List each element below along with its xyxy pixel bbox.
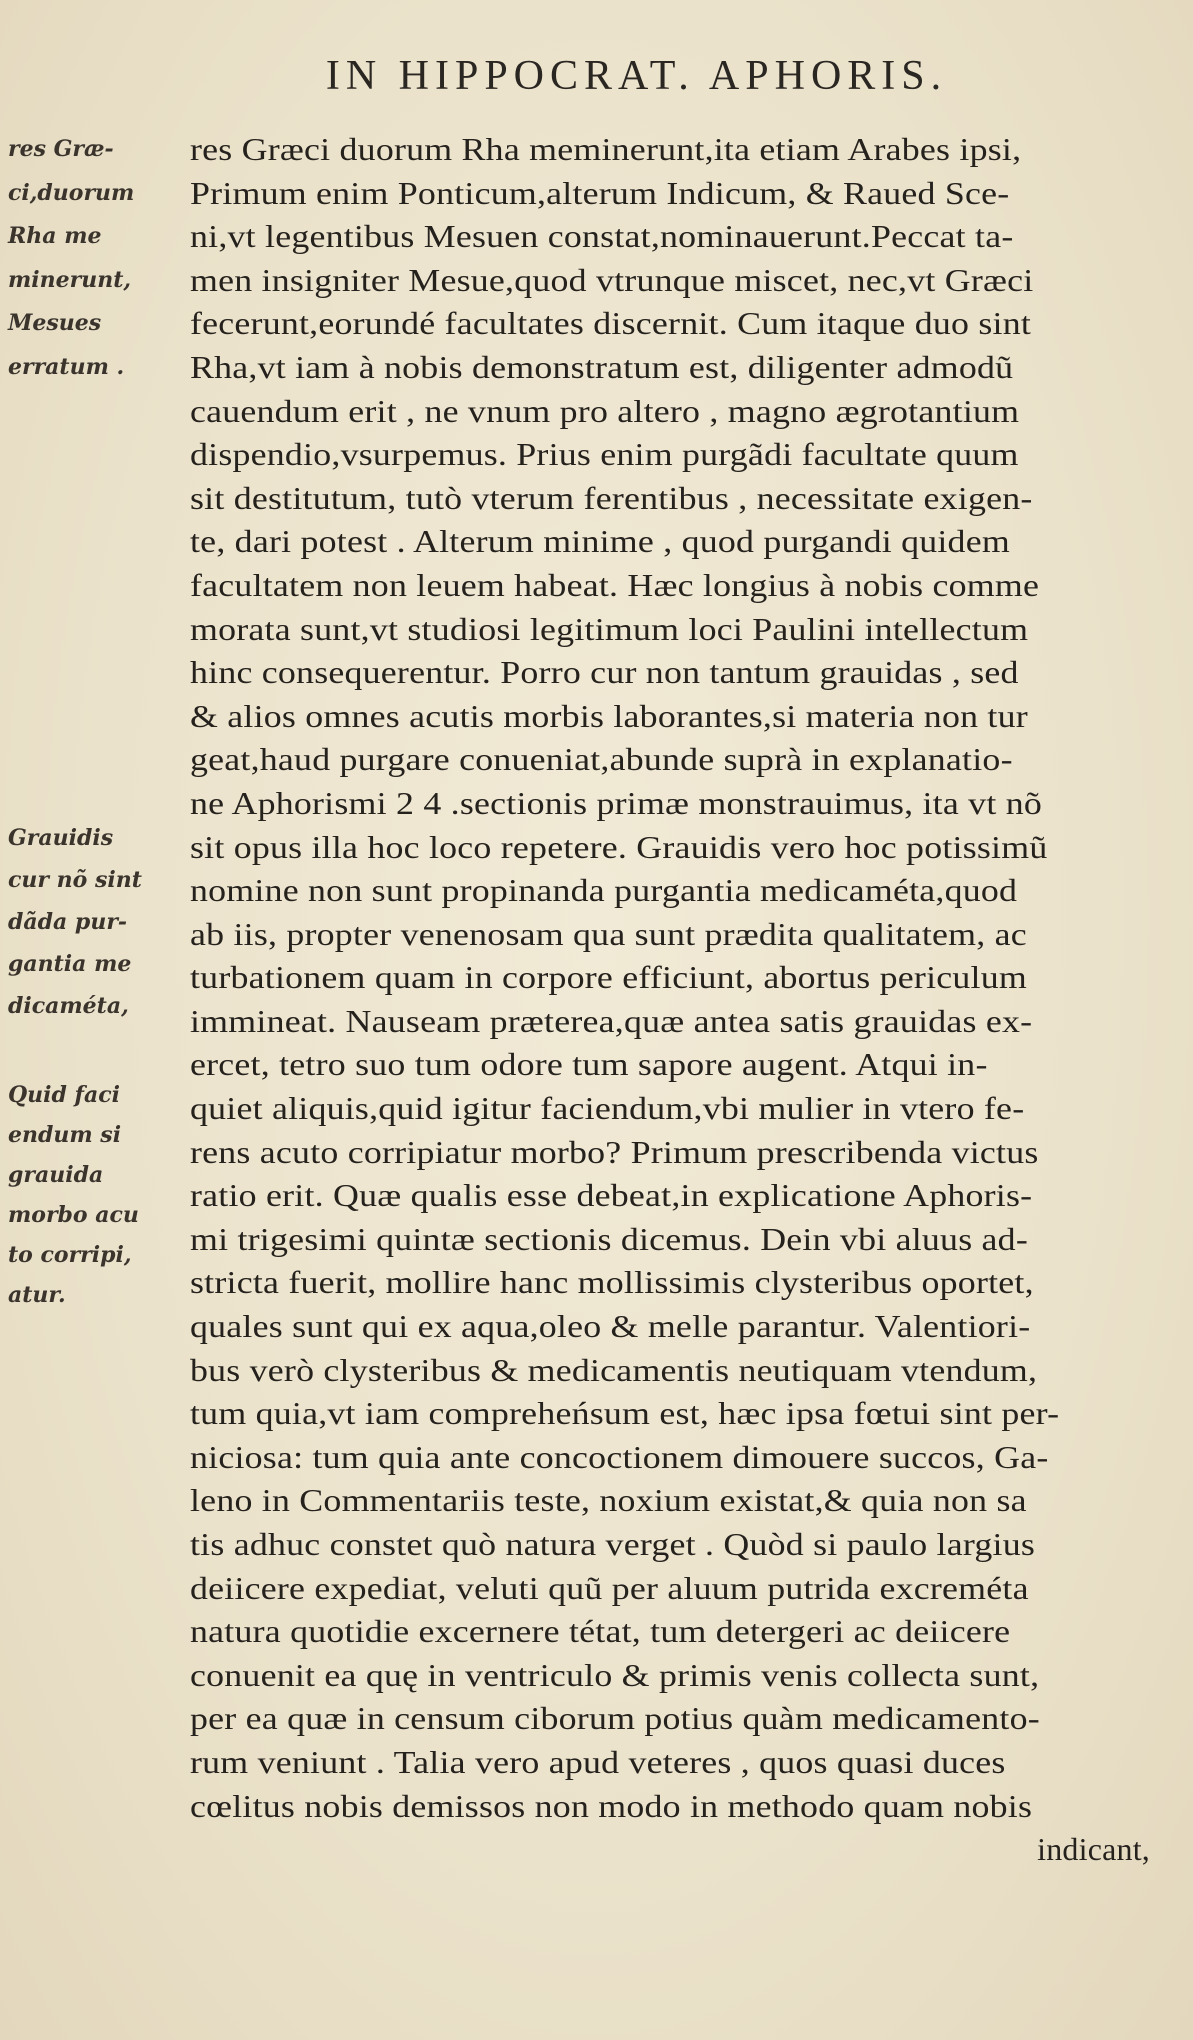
text-line: cauendum erit , ne vnum pro altero , magno ægrotantium [190,392,1020,429]
text-line: per ea quæ in censum ciborum potius quàm medicamento- [190,1700,1040,1737]
text-line: ne Aphorismi 2 4 .sectionis primæ monstrauimus, ita vt nõ [190,784,1042,821]
text-line: hinc consequerentur. Porro cur non tantum grauidas , sed [190,654,1019,691]
margin-note-line: res Græ- [8,136,114,162]
margin-note-2 [0,817,192,1027]
margin-note-line: grauida [8,1162,104,1188]
text-line: te, dari potest . Alterum minime , quod purgandi quidem [190,523,1010,560]
text-line: quales sunt qui ex aqua,oleo & melle parantur. Valentiori- [190,1308,1031,1345]
margin-note-line: Grauidis [8,825,114,851]
margin-note-line: Mesues [8,310,102,337]
text-line: niciosa: tum quia ante concoctionem dimouere succos, Ga- [190,1438,1049,1475]
text-line: morata sunt,vt studiosi legitimum loci Paulini intellectum [190,610,1029,647]
margin-note-line: Quid faci [8,1082,121,1108]
body-text [190,128,1150,1872]
margin-note-line: endum si [8,1122,122,1148]
text-line: & alios omnes acutis morbis laborantes,si materia non tur [190,697,1028,734]
text-line: rum veniunt . Talia vero apud veteres , quos quasi duces [190,1743,1006,1780]
margin-note-line: dãda pur- [8,909,128,935]
text-line: tum quia,vt iam compreheńsum est, hæc ipsa fœtui sint per- [190,1395,1060,1432]
running-head: IN HIPPOCRAT. APHORIS. [325,53,948,99]
text-line: dispendio,vsurpemus. Prius enim purgãdi facultate quum [190,436,1019,473]
margin-note-line: erratum . [8,353,125,380]
text-line: conuenit ea quę in ventriculo & primis venis collecta sunt, [190,1656,1040,1693]
margin-note-1 [0,128,192,390]
text-line: Rha,vt iam à nobis demonstratum est, diligenter admodũ [190,348,1014,385]
margin-note-line: Rha me [8,223,102,250]
text-line: tis adhuc constet quò natura verget . Quòd si paulo largius [190,1526,1036,1562]
text-line: turbationem quam in corpore efficiunt, abortus periculum [190,959,1027,996]
text-line: stricta fuerit, mollire hanc mollissimis clysteribus oportet, [190,1264,1034,1301]
text-line: ratio erit. Quæ qualis esse debeat,in explicatione Aphoris- [190,1177,1033,1214]
text-line: quiet aliquis,quid igitur faciendum,vbi mulier in vtero fe- [190,1090,1025,1127]
text-line: geat,haud purgare conueniat,abunde suprà in explanatio- [190,741,1013,778]
text-line: ab iis, propter venenosam qua sunt prædita qualitatem, ac [190,915,1027,952]
text-line: nomine non sunt propinanda purgantia medicaméta,quod [190,872,1018,909]
text-line: natura quotidie excernere tétat, tum detergeri ac deiicere [190,1613,1011,1650]
margin-note-line: ci,duorum [8,179,135,206]
margin-note-line: to corripi, [8,1242,132,1268]
text-line: facultatem non leuem habeat. Hæc longius à nobis comme [190,566,1040,603]
text-line: bus verò clysteribus & medicamentis neutiquam vtendum, [190,1351,1038,1388]
text-line: immineat. Nauseam præterea,quæ antea satis grauidas ex- [190,1002,1033,1039]
margin-note-3 [0,1075,192,1315]
margin-note-line: atur. [8,1282,66,1308]
margin-note-line: dicaméta, [8,993,129,1019]
text-line: rens acuto corripiatur morbo? Primum prescribenda victus [190,1133,1039,1170]
text-line: men insigniter Mesue,quod vtrunque miscet, nec,vt Græci [190,261,1034,298]
text-line: sit opus illa hoc loco repetere. Grauidis vero hoc potissimũ [190,828,1048,865]
text-line: mi trigesimi quintæ sectionis dicemus. Dein vbi aluus ad- [190,1220,1028,1257]
text-line: Primum enim Ponticum,alterum Indicum, & Raued Sce- [190,174,1010,211]
text-line: leno in Commentariis teste, noxium existat,& quia non sa [190,1482,1027,1519]
margin-note-line: minerunt, [8,266,132,293]
text-line: deiicere expediat, veluti quũ per aluum putrida excreméta [190,1569,1029,1606]
text-line: ercet, tetro suo tum odore tum sapore augent. Atqui in- [190,1046,988,1083]
catchword: indicant, [1037,1831,1150,1868]
margin-note-line: cur nõ sint [8,867,142,893]
text-line: cœlitus nobis demissos non modo in methodo quam nobis [190,1787,1033,1824]
text-line: res Græci duorum Rha meminerunt,ita etiam Arabes ipsi, [190,131,1022,167]
text-line: sit destitutum, tutò vterum ferentibus , necessitate exigen- [190,479,1033,516]
text-line: ni,vt legentibus Mesuen constat,nominauerunt.Peccat ta- [190,218,1014,255]
text-line: fecerunt,eorundé facultates discernit. Cum itaque duo sint [190,305,1032,342]
margin-note-line: morbo acu [8,1202,139,1228]
margin-note-line: gantia me [8,951,132,977]
